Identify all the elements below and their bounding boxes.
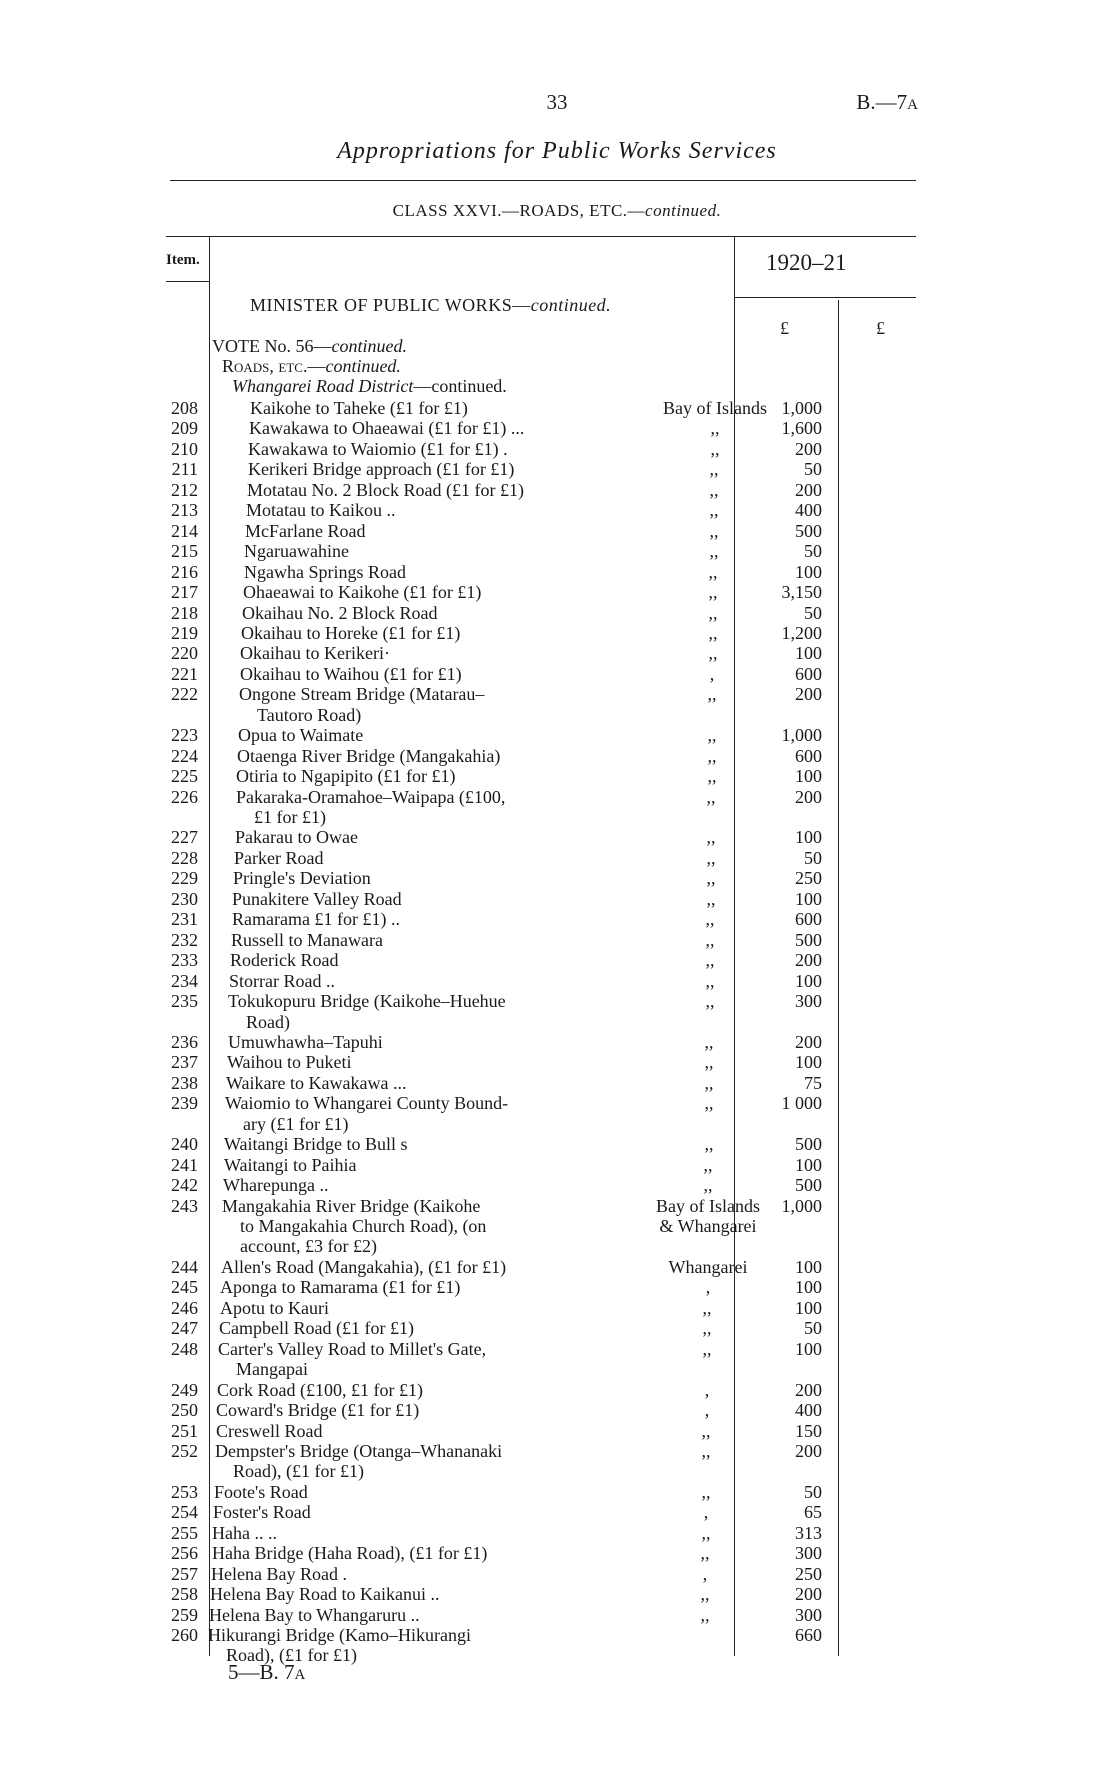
item-description-continuation: ary (£1 for £1) xyxy=(243,1113,349,1134)
item-description: Helena Bay to Whangaruru .. xyxy=(209,1604,420,1625)
item-number: 238 xyxy=(171,1072,198,1093)
amount-value: 200 xyxy=(795,1584,822,1605)
amount-value: 100 xyxy=(795,1154,822,1175)
item-description: Wharepunga .. xyxy=(223,1175,329,1196)
item-description: Mangakahia River Bridge (Kaikohe xyxy=(222,1195,481,1216)
county-district: ,, xyxy=(704,1052,714,1073)
document-reference xyxy=(856,90,918,115)
county-district: ,, xyxy=(705,970,715,991)
county-district: Bay of Islands xyxy=(656,1195,760,1216)
item-description-continuation: Road) xyxy=(246,1011,290,1032)
county-district: ,, xyxy=(710,418,720,439)
amount-value: 100 xyxy=(795,1338,822,1359)
year-header-rule xyxy=(734,297,916,298)
item-number: 213 xyxy=(171,500,198,521)
item-number: 214 xyxy=(171,520,198,541)
item-description-continuation: Tautoro Road) xyxy=(257,704,362,725)
county-district: ,, xyxy=(705,929,715,950)
roads-heading-continued: continued. xyxy=(325,356,401,376)
footer-suffix: A xyxy=(294,1667,306,1683)
item-description-continuation: £1 for £1) xyxy=(254,807,326,827)
item-description: Aponga to Ramarama (£1 for £1) xyxy=(220,1277,461,1298)
vote-heading xyxy=(212,336,407,357)
amount-value: 1 000 xyxy=(781,1093,822,1114)
footer-text: 5—B. 7 xyxy=(228,1660,295,1684)
pound-sign-2: £ xyxy=(876,318,885,338)
item-description: Otiria to Ngapipito (£1 for £1) xyxy=(236,766,456,787)
amount-value: 50 xyxy=(804,602,822,623)
item-number: 218 xyxy=(171,602,198,623)
second-amount-divider xyxy=(838,300,839,1656)
item-description-continuation: Mangapai xyxy=(236,1359,308,1380)
minister-heading xyxy=(250,295,611,316)
amount-value: 250 xyxy=(795,868,822,889)
amount-value: 200 xyxy=(795,1379,822,1400)
item-description: Cork Road (£100, £1 for £1) xyxy=(217,1379,423,1400)
amount-value: 1,600 xyxy=(781,418,822,439)
amount-value: 600 xyxy=(795,663,822,684)
item-description: Otaenga River Bridge (Mangakahia) xyxy=(237,745,501,766)
item-description: Okaihau to Horeke (£1 for £1) xyxy=(241,622,461,643)
county-district: ,, xyxy=(709,541,719,562)
item-description: Campbell Road (£1 for £1) xyxy=(219,1318,414,1339)
district-heading-text: Whangarei Road District xyxy=(232,376,414,396)
item-description: McFarlane Road xyxy=(245,520,366,541)
amount-value: 1,000 xyxy=(781,398,822,418)
item-description-continuation: Road), (£1 for £1) xyxy=(226,1645,357,1666)
vote-heading-continued: continued. xyxy=(331,336,407,356)
county-district: & Whangarei xyxy=(659,1216,757,1236)
item-number: 241 xyxy=(171,1154,198,1175)
county-district: ,, xyxy=(704,1031,714,1052)
item-number: 223 xyxy=(171,725,198,746)
amount-value: 400 xyxy=(795,1400,822,1421)
item-number: 222 xyxy=(171,684,198,705)
item-number: 257 xyxy=(171,1563,198,1584)
county-district: ,, xyxy=(708,582,718,603)
amount-value: 400 xyxy=(795,500,822,521)
amount-value: 50 xyxy=(804,847,822,868)
item-number: 245 xyxy=(171,1277,198,1298)
page-number: 33 xyxy=(546,90,568,114)
county-district: ,, xyxy=(706,868,716,889)
item-number: 219 xyxy=(171,622,198,643)
item-number: 220 xyxy=(171,643,198,664)
item-description-continuation: Road), (£1 for £1) xyxy=(233,1461,364,1482)
county-district: ,, xyxy=(707,725,717,746)
item-description: Kawakawa to Ohaeawai (£1 for £1) ... xyxy=(249,418,525,439)
amount-value: 100 xyxy=(795,766,822,787)
item-description: Dempster's Bridge (Otanga–Whananaki xyxy=(215,1440,503,1461)
item-description: Waikare to Kawakawa ... xyxy=(226,1072,407,1093)
item-number: 232 xyxy=(171,929,198,950)
county-district: ,, xyxy=(701,1440,711,1461)
item-number: 226 xyxy=(171,786,198,807)
item-description: Umuwhawha–Tapuhi xyxy=(228,1031,383,1052)
item-description: Foote's Road xyxy=(214,1481,308,1502)
county-district: ,, xyxy=(708,602,718,623)
county-district: ,, xyxy=(709,520,719,541)
item-number: 256 xyxy=(171,1543,198,1564)
item-number: 224 xyxy=(171,745,198,766)
amount-value: 100 xyxy=(795,970,822,991)
amount-value: 100 xyxy=(795,643,822,664)
county-district: ,, xyxy=(702,1338,712,1359)
item-number: 221 xyxy=(171,663,198,684)
item-description: Waitangi to Paihia xyxy=(224,1154,357,1175)
county-district: , xyxy=(705,1277,711,1298)
amount-value: 50 xyxy=(804,459,822,480)
document-reference-main: B.—7 xyxy=(856,90,908,114)
item-description: Pringle's Deviation xyxy=(233,868,371,889)
county-district: ,, xyxy=(700,1584,710,1605)
item-description: Waitangi Bridge to Bull s xyxy=(224,1134,408,1155)
amount-value: 200 xyxy=(795,1440,822,1461)
county-district: Bay of Islands xyxy=(663,398,767,418)
item-description: Motatau No. 2 Block Road (£1 for £1) xyxy=(247,479,524,500)
county-district: ,, xyxy=(710,438,720,459)
item-description: Okaihau to Waihou (£1 for £1) xyxy=(240,663,462,684)
amount-value: 500 xyxy=(795,1134,822,1155)
item-description: Russell to Manawara xyxy=(231,929,383,950)
item-number: 252 xyxy=(171,1440,198,1461)
item-number: 250 xyxy=(171,1400,198,1421)
item-number: 217 xyxy=(171,582,198,603)
item-description: Okaihau No. 2 Block Road xyxy=(242,602,438,623)
amount-value: 75 xyxy=(804,1072,822,1093)
amount-value: 50 xyxy=(804,541,822,562)
item-number: 230 xyxy=(171,888,198,909)
item-description-continuation: to Mangakahia Church Road), (on xyxy=(240,1216,487,1236)
item-description: Creswell Road xyxy=(216,1420,323,1441)
item-description: Foster's Road xyxy=(213,1502,311,1523)
amount-value: 200 xyxy=(795,438,822,459)
item-description: Tokukopuru Bridge (Kaikohe–Huehue xyxy=(228,991,506,1012)
amount-value: 50 xyxy=(804,1318,822,1339)
item-number: 244 xyxy=(171,1256,198,1277)
county-district: ,, xyxy=(700,1604,710,1625)
amount-value: 500 xyxy=(795,520,822,541)
county-district: , xyxy=(704,1379,710,1400)
county-district: ,, xyxy=(709,459,719,480)
item-number: 215 xyxy=(171,541,198,562)
county-district: ,, xyxy=(708,622,718,643)
page-title: Appropriations for Public Works Services xyxy=(337,138,777,164)
amount-value: 600 xyxy=(795,745,822,766)
amount-value: 500 xyxy=(795,1175,822,1196)
county-district: ,, xyxy=(704,1093,714,1114)
item-description: Apotu to Kauri xyxy=(220,1297,329,1318)
item-description: Parker Road xyxy=(234,847,324,868)
title-rule xyxy=(170,180,916,181)
district-heading-continued: —continued. xyxy=(413,376,507,396)
item-description-continuation: account, £3 for £2) xyxy=(240,1236,377,1257)
item-description: Storrar Road .. xyxy=(229,970,335,991)
item-description: Ongone Stream Bridge (Matarau– xyxy=(239,684,485,705)
county-district: ,, xyxy=(707,684,717,705)
item-number: 242 xyxy=(171,1175,198,1196)
item-number: 210 xyxy=(171,438,198,459)
item-description: Ngaruawahine xyxy=(244,541,349,562)
class-heading-continued: continued. xyxy=(645,201,722,220)
amount-value: 100 xyxy=(795,561,822,582)
item-description: Coward's Bridge (£1 for £1) xyxy=(216,1400,420,1421)
amount-value: 600 xyxy=(795,909,822,930)
item-number: 231 xyxy=(171,909,198,930)
county-district: , xyxy=(702,1563,708,1584)
amount-value: 500 xyxy=(795,929,822,950)
item-number: 227 xyxy=(171,827,198,848)
item-column-divider xyxy=(209,236,210,1656)
county-district: ,, xyxy=(701,1420,711,1441)
amount-value: 1,000 xyxy=(781,725,822,746)
item-description: Punakitere Valley Road xyxy=(232,888,402,909)
item-number: 209 xyxy=(171,418,198,439)
item-description: Kerikeri Bridge approach (£1 for £1) xyxy=(248,459,515,480)
item-number: 235 xyxy=(171,991,198,1012)
county-district: ,, xyxy=(701,1522,711,1543)
class-heading xyxy=(0,201,1114,221)
county-district: Whangarei xyxy=(668,1256,748,1277)
amount-value: 65 xyxy=(804,1502,822,1523)
item-description: Roderick Road xyxy=(230,950,339,971)
roads-heading-text: Roads, etc.— xyxy=(222,356,326,376)
county-district: ,, xyxy=(702,1318,712,1339)
county-district: ,, xyxy=(706,847,716,868)
document-reference-suffix: A xyxy=(907,97,918,113)
amount-value: 150 xyxy=(795,1420,822,1441)
item-number: 211 xyxy=(171,459,198,480)
county-district: ,, xyxy=(707,745,717,766)
item-number: 208 xyxy=(171,398,198,418)
county-district: ,, xyxy=(708,561,718,582)
item-description: Pakaraka-Oramahoe–Waipapa (£100, xyxy=(236,786,506,807)
amount-value: 200 xyxy=(795,684,822,705)
amount-value: 313 xyxy=(795,1522,822,1543)
item-number: 246 xyxy=(171,1297,198,1318)
class-heading-text: CLASS XXVI.—ROADS, ETC.— xyxy=(392,201,646,220)
item-description: Ohaeawai to Kaikohe (£1 for £1) xyxy=(243,582,482,603)
item-number: 258 xyxy=(171,1584,198,1605)
item-description: Carter's Valley Road to Millet's Gate, xyxy=(218,1338,487,1359)
county-district: ,, xyxy=(705,991,715,1012)
item-number: 251 xyxy=(171,1420,198,1441)
amount-value: 250 xyxy=(795,1563,822,1584)
item-number: 243 xyxy=(171,1195,198,1216)
county-district: , xyxy=(709,663,715,684)
item-number: 248 xyxy=(171,1338,198,1359)
item-description: Helena Bay Road to Kaikanui .. xyxy=(210,1584,440,1605)
table-top-rule xyxy=(166,236,916,237)
item-number: 234 xyxy=(171,970,198,991)
amount-value: 100 xyxy=(795,1297,822,1318)
item-number: 254 xyxy=(171,1502,198,1523)
county-district: , xyxy=(704,1400,710,1421)
amount-value: 200 xyxy=(795,950,822,971)
amount-value: 660 xyxy=(795,1625,822,1645)
county-district: ,, xyxy=(705,909,715,930)
item-number: 237 xyxy=(171,1052,198,1073)
county-district: ,, xyxy=(703,1175,713,1196)
amount-value: 100 xyxy=(795,888,822,909)
amount-value: 100 xyxy=(795,1277,822,1298)
item-description: Motatau to Kaikou .. xyxy=(246,500,396,521)
county-district: ,, xyxy=(706,786,716,807)
item-description: Haha Bridge (Haha Road), (£1 for £1) xyxy=(212,1543,488,1564)
county-district: ,, xyxy=(707,766,717,787)
minister-heading-continued: continued. xyxy=(530,295,612,315)
county-district: ,, xyxy=(704,1134,714,1155)
county-district: ,, xyxy=(709,479,719,500)
item-description: Opua to Waimate xyxy=(238,725,364,746)
county-district: ,, xyxy=(706,827,716,848)
county-district: ,, xyxy=(704,1072,714,1093)
county-district: ,, xyxy=(706,888,716,909)
vote-heading-text: VOTE No. 56— xyxy=(212,336,332,356)
item-description: Haha .. .. xyxy=(212,1522,277,1543)
item-number: 259 xyxy=(171,1604,198,1625)
year-column-header: 1920–21 xyxy=(766,250,847,275)
county-district: ,, xyxy=(709,500,719,521)
amount-value: 100 xyxy=(795,827,822,848)
item-number: 225 xyxy=(171,766,198,787)
item-description: Kaikohe to Taheke (£1 for £1) xyxy=(250,398,468,418)
item-description: Hikurangi Bridge (Kamo–Hikurangi xyxy=(208,1625,471,1645)
item-number: 253 xyxy=(171,1481,198,1502)
item-description: Pakarau to Owae xyxy=(235,827,358,848)
amount-value: 200 xyxy=(795,786,822,807)
item-description: Waihou to Puketi xyxy=(227,1052,352,1073)
item-description: Okaihau to Kerikeri· xyxy=(240,643,390,664)
item-description: Allen's Road (Mangakahia), (£1 for £1) xyxy=(221,1256,507,1277)
county-district: ,, xyxy=(700,1543,710,1564)
item-number: 247 xyxy=(171,1318,198,1339)
amount-value: 200 xyxy=(795,1031,822,1052)
roads-heading xyxy=(222,356,401,377)
item-description: Ramarama £1 for £1) .. xyxy=(232,909,400,930)
county-district: ,, xyxy=(703,1154,713,1175)
item-column-header: Item. xyxy=(166,252,200,268)
item-number: 216 xyxy=(171,561,198,582)
item-number: 236 xyxy=(171,1031,198,1052)
footer-signature xyxy=(228,1660,305,1685)
amount-value: 1,200 xyxy=(781,622,822,643)
item-header-rule xyxy=(166,281,209,282)
item-number: 233 xyxy=(171,950,198,971)
item-description: Kawakawa to Waiomio (£1 for £1) . xyxy=(248,438,508,459)
item-number: 255 xyxy=(171,1522,198,1543)
minister-heading-text: MINISTER OF PUBLIC WORKS— xyxy=(250,295,531,315)
amount-value: 300 xyxy=(795,1543,822,1564)
amount-value: 100 xyxy=(795,1256,822,1277)
item-number: 240 xyxy=(171,1134,198,1155)
amount-value: 1,000 xyxy=(781,1195,822,1216)
pound-sign-1: £ xyxy=(780,318,789,338)
item-number: 229 xyxy=(171,868,198,889)
amount-value: 200 xyxy=(795,479,822,500)
county-district: ,, xyxy=(702,1297,712,1318)
amount-value: 100 xyxy=(795,1052,822,1073)
item-number: 239 xyxy=(171,1093,198,1114)
amount-value: 50 xyxy=(804,1481,822,1502)
county-district: ,, xyxy=(701,1481,711,1502)
county-district: ,, xyxy=(708,643,718,664)
item-number: 212 xyxy=(171,479,198,500)
item-description: Ngawha Springs Road xyxy=(244,561,406,582)
county-district: ,, xyxy=(705,950,715,971)
item-number: 249 xyxy=(171,1379,198,1400)
district-heading xyxy=(232,376,507,397)
amount-value: 300 xyxy=(795,991,822,1012)
item-number: 260 xyxy=(171,1625,198,1645)
item-description: Helena Bay Road . xyxy=(211,1563,347,1584)
amount-value: 3,150 xyxy=(781,582,822,603)
item-description: Waiomio to Whangarei County Bound- xyxy=(225,1093,509,1114)
amount-value: 300 xyxy=(795,1604,822,1625)
county-district: , xyxy=(703,1502,709,1523)
item-number: 228 xyxy=(171,847,198,868)
